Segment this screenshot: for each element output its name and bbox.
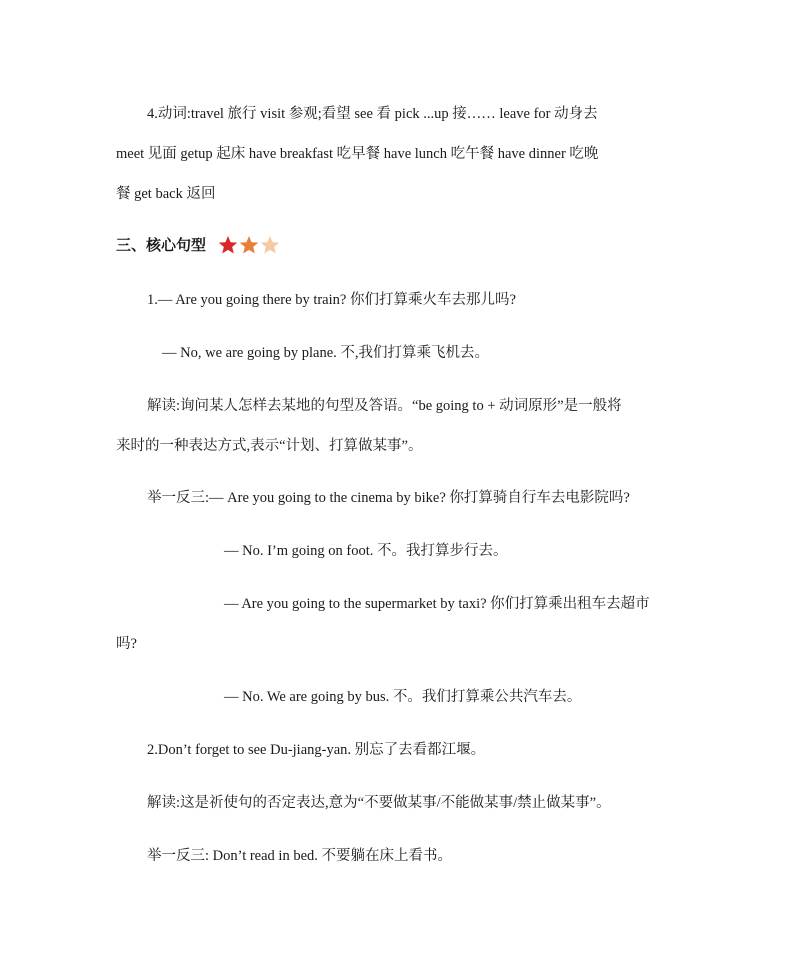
- vocab-line-1: 4.动词:travel 旅行 visit 参观;看望 see 看 pick ...up 接…… leave for 动身去: [147, 106, 598, 122]
- vocab-line-3: 餐 get back 返回: [116, 186, 216, 202]
- section-heading: [116, 234, 280, 255]
- sentence-1-example-3: — Are you going to the supermarket by taxi? 你们打算乘出租车去超市: [224, 596, 650, 612]
- sentence-1-example-2: — No. I’m going on foot. 不。我打算步行去。: [224, 543, 508, 559]
- difficulty-rating: [218, 235, 280, 255]
- star-icon-3: [260, 235, 280, 255]
- vocab-line-2: meet 见面 getup 起床 have breakfast 吃早餐 have lunch 吃午餐 have dinner 吃晚: [116, 146, 599, 162]
- star-icon-2: [239, 235, 259, 255]
- star-icon-1: [218, 235, 238, 255]
- sentence-1-example-4: — No. We are going by bus. 不。我们打算乘公共汽车去。: [224, 689, 582, 705]
- sentence-1-explain-1: 解读:询问某人怎样去某地的句型及答语。“be going to + 动词原形”是一般将: [147, 398, 622, 414]
- sentence-2-question: 2.Don’t forget to see Du-jiang-yan. 别忘了去看都江堰。: [147, 742, 486, 758]
- sentence-1-explain-2: 来时的一种表达方式,表示“计划、打算做某事”。: [116, 438, 423, 454]
- section-title: 三、核心句型: [116, 236, 207, 254]
- sentence-2-explain: 解读:这是祈使句的否定表达,意为“不要做某事/不能做某事/禁止做某事”。: [147, 795, 611, 811]
- sentence-1-answer: — No, we are going by plane. 不,我们打算乘飞机去。: [162, 345, 490, 361]
- sentence-1-question: 1.— Are you going there by train? 你们打算乘火车去那儿吗?: [147, 292, 516, 308]
- sentence-2-example: 举一反三: Don’t read in bed. 不要躺在床上看书。: [147, 848, 453, 864]
- sentence-1-example-3-cont: 吗?: [116, 636, 137, 652]
- sentence-1-example-1: 举一反三:— Are you going to the cinema by bike? 你打算骑自行车去电影院吗?: [147, 490, 630, 506]
